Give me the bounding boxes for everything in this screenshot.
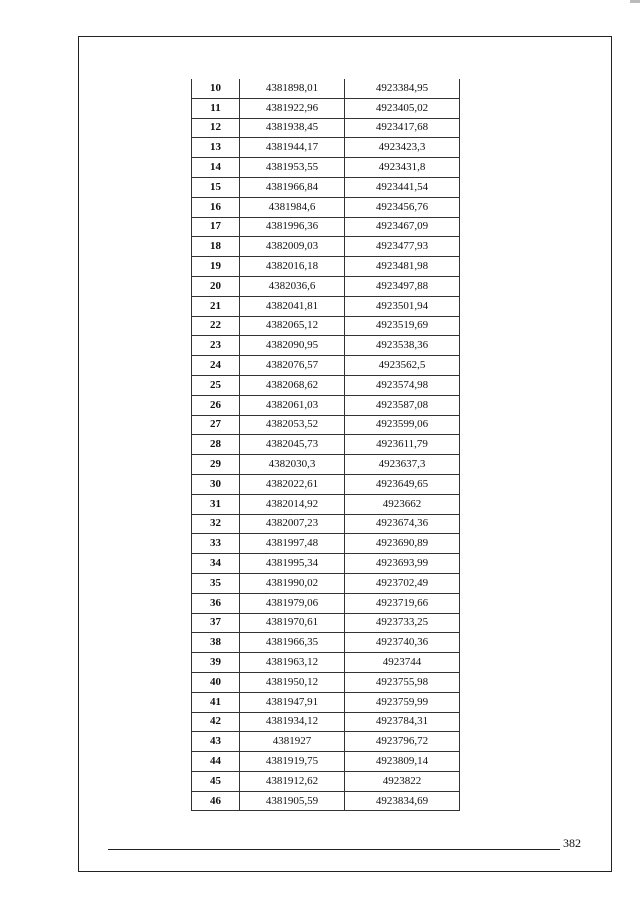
table-row [192,672,460,692]
y-coordinate-cell: 4923693,99 [345,554,460,574]
y-coordinate-cell: 4923456,76 [345,197,460,217]
point-number-cell: 35 [192,573,240,593]
y-coordinate-cell: 4923538,36 [345,336,460,356]
y-coordinate-cell: 4923674,36 [345,514,460,534]
y-coordinate-cell: 4923423,3 [345,138,460,158]
y-coordinate-cell: 4923519,69 [345,316,460,336]
point-number-cell: 36 [192,593,240,613]
x-coordinate-cell: 4382036,6 [240,276,345,296]
x-coordinate-cell: 4381990,02 [240,573,345,593]
coordinates-table-container [191,79,458,811]
x-coordinate-cell: 4382014,92 [240,494,345,514]
point-number-cell: 21 [192,296,240,316]
x-coordinate-cell: 4381919,75 [240,752,345,772]
table-row [192,296,460,316]
table-row [192,336,460,356]
y-coordinate-cell: 4923384,95 [345,79,460,98]
table-row [192,415,460,435]
table-row [192,138,460,158]
point-number-cell: 13 [192,138,240,158]
x-coordinate-cell: 4381927 [240,732,345,752]
x-coordinate-cell: 4381997,48 [240,534,345,554]
x-coordinate-cell: 4381953,55 [240,158,345,178]
x-coordinate-cell: 4382009,03 [240,237,345,257]
x-coordinate-cell: 4382041,81 [240,296,345,316]
point-number-cell: 46 [192,791,240,811]
table-row [192,395,460,415]
x-coordinate-cell: 4382068,62 [240,375,345,395]
x-coordinate-cell: 4382065,12 [240,316,345,336]
table-row [192,158,460,178]
table-row [192,435,460,455]
x-coordinate-cell: 4382090,95 [240,336,345,356]
x-coordinate-cell: 4382022,61 [240,474,345,494]
y-coordinate-cell: 4923405,02 [345,98,460,118]
y-coordinate-cell: 4923796,72 [345,732,460,752]
x-coordinate-cell: 4381934,12 [240,712,345,732]
table-row [192,633,460,653]
point-number-cell: 22 [192,316,240,336]
x-coordinate-cell: 4381944,17 [240,138,345,158]
table-row [192,217,460,237]
x-coordinate-cell: 4381898,01 [240,79,345,98]
y-coordinate-cell: 4923611,79 [345,435,460,455]
table-row [192,791,460,811]
x-coordinate-cell: 4381922,96 [240,98,345,118]
x-coordinate-cell: 4381984,6 [240,197,345,217]
x-coordinate-cell: 4381996,36 [240,217,345,237]
point-number-cell: 43 [192,732,240,752]
y-coordinate-cell: 4923637,3 [345,455,460,475]
x-coordinate-cell: 4381979,06 [240,593,345,613]
point-number-cell: 31 [192,494,240,514]
coordinates-table [191,79,460,811]
corner-mark [630,0,640,3]
point-number-cell: 39 [192,653,240,673]
y-coordinate-cell: 4923690,89 [345,534,460,554]
y-coordinate-cell: 4923431,8 [345,158,460,178]
point-number-cell: 10 [192,79,240,98]
y-coordinate-cell: 4923599,06 [345,415,460,435]
x-coordinate-cell: 4381950,12 [240,672,345,692]
x-coordinate-cell: 4381966,35 [240,633,345,653]
y-coordinate-cell: 4923481,98 [345,257,460,277]
y-coordinate-cell: 4923834,69 [345,791,460,811]
y-coordinate-cell: 4923574,98 [345,375,460,395]
x-coordinate-cell: 4382076,57 [240,356,345,376]
table-row [192,197,460,217]
y-coordinate-cell: 4923702,49 [345,573,460,593]
y-coordinate-cell: 4923759,99 [345,692,460,712]
point-number-cell: 14 [192,158,240,178]
y-coordinate-cell: 4923562,5 [345,356,460,376]
y-coordinate-cell: 4923719,66 [345,593,460,613]
x-coordinate-cell: 4381966,84 [240,177,345,197]
x-coordinate-cell: 4381912,62 [240,771,345,791]
y-coordinate-cell: 4923784,31 [345,712,460,732]
table-row [192,653,460,673]
table-row [192,356,460,376]
table-row [192,276,460,296]
point-number-cell: 27 [192,415,240,435]
y-coordinate-cell: 4923809,14 [345,752,460,772]
point-number-cell: 18 [192,237,240,257]
table-row [192,79,460,98]
x-coordinate-cell: 4381963,12 [240,653,345,673]
y-coordinate-cell: 4923497,88 [345,276,460,296]
point-number-cell: 16 [192,197,240,217]
footer-rule [108,849,560,850]
point-number-cell: 37 [192,613,240,633]
point-number-cell: 41 [192,692,240,712]
table-row [192,177,460,197]
table-row [192,593,460,613]
point-number-cell: 45 [192,771,240,791]
x-coordinate-cell: 4381938,45 [240,118,345,138]
coordinates-table-body [192,79,460,811]
y-coordinate-cell: 4923755,98 [345,672,460,692]
x-coordinate-cell: 4382061,03 [240,395,345,415]
table-row [192,771,460,791]
point-number-cell: 34 [192,554,240,574]
point-number-cell: 20 [192,276,240,296]
point-number-cell: 26 [192,395,240,415]
table-row [192,534,460,554]
table-row [192,237,460,257]
table-row [192,494,460,514]
x-coordinate-cell: 4382030,3 [240,455,345,475]
point-number-cell: 40 [192,672,240,692]
point-number-cell: 17 [192,217,240,237]
point-number-cell: 44 [192,752,240,772]
y-coordinate-cell: 4923740,36 [345,633,460,653]
point-number-cell: 28 [192,435,240,455]
x-coordinate-cell: 4382007,23 [240,514,345,534]
y-coordinate-cell: 4923417,68 [345,118,460,138]
point-number-cell: 11 [192,98,240,118]
y-coordinate-cell: 4923441,54 [345,177,460,197]
point-number-cell: 29 [192,455,240,475]
table-row [192,712,460,732]
point-number-cell: 25 [192,375,240,395]
table-row [192,118,460,138]
y-coordinate-cell: 4923501,94 [345,296,460,316]
x-coordinate-cell: 4381905,59 [240,791,345,811]
point-number-cell: 24 [192,356,240,376]
table-row [192,732,460,752]
x-coordinate-cell: 4381970,61 [240,613,345,633]
point-number-cell: 42 [192,712,240,732]
page-number: 382 [563,836,581,850]
table-row [192,474,460,494]
x-coordinate-cell: 4381995,34 [240,554,345,574]
table-row [192,692,460,712]
table-row [192,554,460,574]
y-coordinate-cell: 4923662 [345,494,460,514]
x-coordinate-cell: 4382045,73 [240,435,345,455]
point-number-cell: 23 [192,336,240,356]
point-number-cell: 15 [192,177,240,197]
table-row [192,752,460,772]
table-row [192,375,460,395]
table-row [192,455,460,475]
point-number-cell: 30 [192,474,240,494]
point-number-cell: 33 [192,534,240,554]
x-coordinate-cell: 4382053,52 [240,415,345,435]
y-coordinate-cell: 4923467,09 [345,217,460,237]
point-number-cell: 19 [192,257,240,277]
y-coordinate-cell: 4923649,65 [345,474,460,494]
table-row [192,316,460,336]
point-number-cell: 32 [192,514,240,534]
y-coordinate-cell: 4923744 [345,653,460,673]
table-row [192,257,460,277]
point-number-cell: 12 [192,118,240,138]
table-row [192,98,460,118]
x-coordinate-cell: 4382016,18 [240,257,345,277]
table-row [192,573,460,593]
table-row [192,613,460,633]
x-coordinate-cell: 4381947,91 [240,692,345,712]
y-coordinate-cell: 4923733,25 [345,613,460,633]
y-coordinate-cell: 4923587,08 [345,395,460,415]
y-coordinate-cell: 4923477,93 [345,237,460,257]
y-coordinate-cell: 4923822 [345,771,460,791]
table-row [192,514,460,534]
point-number-cell: 38 [192,633,240,653]
